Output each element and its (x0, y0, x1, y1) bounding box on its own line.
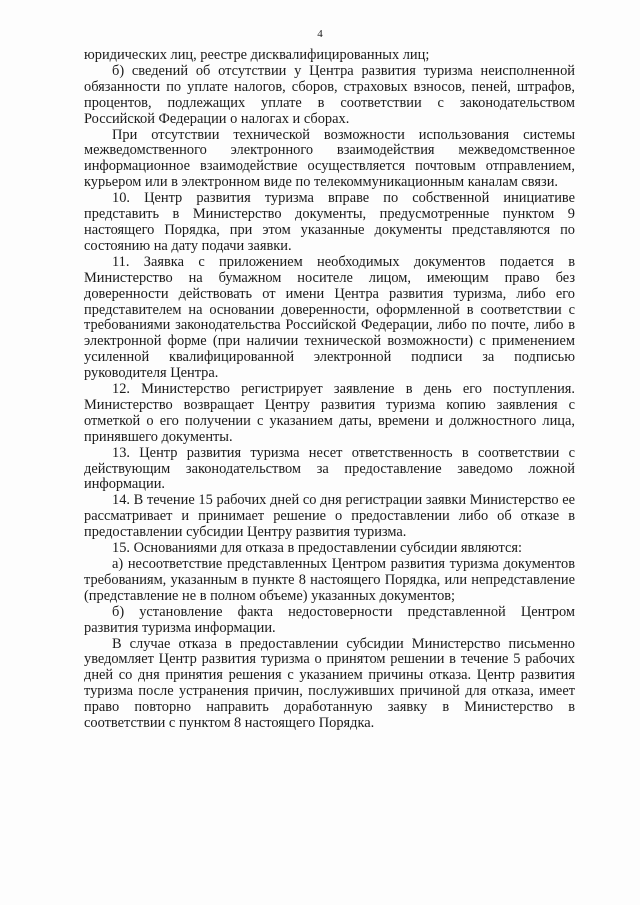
paragraph-item-b-tax-debts: б) сведений об отсутствии у Центра развития туризма неисполненной обязанности по уплате налогов, сборов, страховых взносов, пеней, штрафов, процентов, подлежащих уплате в соответствии с законодательством Российской Федерации о налогах и сборах. (84, 62, 575, 127)
paragraph-no-technical-possibility: При отсутствии технической возможности использования системы межведомственного электронного взаимодействия межведомственное информационное взаимодействие осуществляется почтовым отправлением, курьером или в электронном виде по телекоммуникационным каналам связи. (84, 126, 575, 191)
paragraph-13: 13. Центр развития туризма несет ответственность в соответствии с действующим законодательством за предоставление заведомо ложной информации. (84, 444, 575, 493)
paragraph-refusal-notice: В случае отказа в предоставлении субсидии Министерство письменно уведомляет Центр развития туризма о принятом решении в течение 5 рабочих дней со дня принятия решения с указанием причины отказа. Центр развития туризма после устранения причин, послуживших причиной для отказа, имеет право повторно направить доработанную заявку в Министерство в соответствии с пунктом 8 настоящего Порядка. (84, 635, 575, 732)
paragraph-12: 12. Министерство регистрирует заявление в день его поступления. Министерство возвращает Центру развития туризма копию заявления с отметкой о его получении с указанием даты, времени и должностного лица, принявшего документы. (84, 381, 575, 445)
paragraph-14: 14. В течение 15 рабочих дней со дня регистрации заявки Министерство ее рассматривает и принимает решение о предоставлении либо об отказе в предоставлении субсидии Центру развития туризма. (84, 492, 575, 541)
paragraph-continuation: юридических лиц, реестре дисквалифицированных лиц; (84, 47, 430, 63)
paragraph-10: 10. Центр развития туризма вправе по собственной инициативе представить в Министерство документы, предусмотренные пунктом 9 настоящего Порядка, при этом указанные документы представляются по состоянию на дату подачи заявки. (84, 190, 575, 254)
paragraph-15: 15. Основаниями для отказа в предоставлении субсидии являются: (112, 540, 522, 557)
paragraph-11: 11. Заявка с приложением необходимых документов подается в Министерство на бумажном носителе лицом, имеющим право без доверенности действовать от имени Центра развития туризма, либо его представителем на основании доверенности, оформленной в соответствии с требованиями законодательства Российской Федерации, либо по почте, либо в электронной форме (при наличии технической возможности) с применением усиленной квалифицированной электронной подписи за подписью руководителя Центра. (84, 253, 575, 382)
paragraph-15-item-a: а) несоответствие представленных Центром развития туризма документов требованиям, указанным в пункте 8 настоящего Порядка, или непредставление (представление не в полном объеме) указанных документов; (84, 556, 575, 604)
document-body (84, 48, 575, 732)
paragraph-15-item-b: б) установление факта недостоверности представленной Центром развития туризма информации. (84, 603, 575, 636)
page-number: 4 (317, 28, 323, 40)
